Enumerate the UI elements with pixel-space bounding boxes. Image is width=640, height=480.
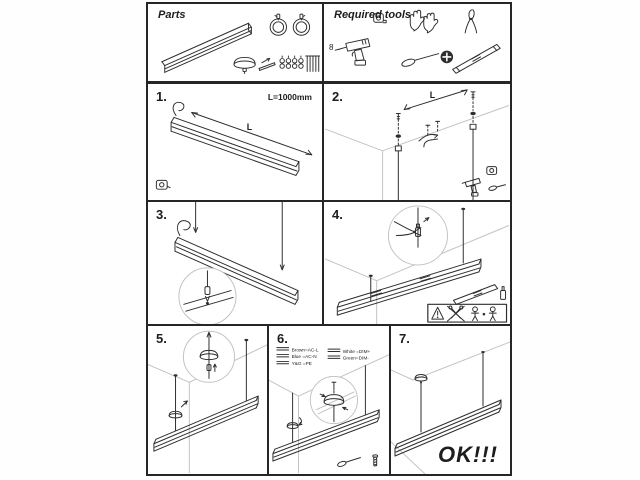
step-5-illustration — [148, 326, 267, 474]
detail-inset — [310, 376, 357, 423]
linear-bar-drawing — [162, 23, 252, 72]
wiring-legend — [277, 347, 371, 367]
ok-label: OK!!! — [438, 442, 498, 467]
power-drill-icon — [335, 39, 370, 65]
spirit-level-icon — [453, 44, 501, 73]
panel-step-6 — [269, 326, 391, 474]
panel-step-7 — [391, 326, 510, 474]
panel-step-3 — [148, 202, 324, 326]
left-suspension-assembly — [395, 113, 401, 200]
suspension-wires — [194, 202, 285, 270]
vial-icon — [501, 287, 506, 300]
detail-inset — [183, 331, 234, 382]
do-not-cut-icon — [448, 306, 465, 321]
screw-icon — [373, 455, 378, 466]
legend-white: White =DIM+ — [342, 349, 371, 355]
dim-label-L: L — [429, 89, 436, 100]
step-3-number: 3. — [156, 207, 167, 222]
ceiling-canopy-icon — [234, 57, 255, 73]
length-dimension — [192, 113, 312, 155]
work-gloves-icon — [410, 10, 438, 33]
ceiling-lines — [326, 106, 509, 200]
screwdriver-icon — [401, 54, 439, 68]
step-5-number: 5. — [156, 331, 167, 346]
tape-measure-icon — [487, 167, 497, 175]
dim-label-L: L — [246, 122, 253, 133]
two-person-icon — [472, 307, 497, 321]
length-dimension — [404, 90, 467, 110]
step-4-number: 4. — [332, 207, 343, 222]
step-1-number: 1. — [156, 89, 167, 104]
detail-inset — [179, 268, 236, 324]
linear-bar-drawing — [171, 117, 299, 175]
sliding-canopy — [287, 418, 302, 429]
legend-brown: Brown=AC-L — [291, 348, 319, 354]
suspension-rod-icon — [259, 58, 275, 70]
screwdriver-icon — [337, 458, 361, 468]
pliers-icon — [465, 10, 477, 33]
linear-bar-drawing — [154, 396, 258, 451]
tape-measure-icon — [156, 180, 170, 189]
panel-step-5 — [148, 326, 269, 474]
right-suspension-assembly — [470, 92, 476, 200]
warning-strip — [428, 304, 507, 322]
step-4-illustration — [324, 202, 510, 324]
instruction-sheet — [146, 2, 512, 476]
panel-step-2 — [324, 84, 510, 202]
step-7-number: 7. — [399, 331, 410, 346]
spirit-level-icon — [453, 285, 497, 305]
power-cord — [173, 102, 184, 115]
step-2-illustration — [324, 84, 510, 200]
power-drill-icon — [462, 178, 480, 196]
step-6-number: 6. — [277, 331, 288, 346]
legend-blue: Blue =AC-N — [291, 355, 317, 361]
steel-cable-coil-icon — [270, 14, 286, 35]
phillips-bit-icon — [441, 51, 454, 64]
panel-required-tools — [324, 4, 510, 84]
panel-parts — [148, 4, 324, 84]
warning-triangle-icon — [432, 307, 444, 319]
screws-icon — [306, 56, 320, 71]
step-2-number: 2. — [332, 89, 343, 104]
drill-count-label: 8 — [329, 43, 334, 52]
detail-inset — [388, 206, 447, 265]
panel-step-1 — [148, 84, 324, 202]
legend-yg: Y&G =PE — [291, 362, 312, 368]
step-6-illustration — [269, 326, 389, 474]
anchor-plugs-icon — [280, 56, 303, 68]
tools-title: Required tools — [334, 9, 412, 21]
power-cord — [178, 221, 191, 236]
screwdriver-icon — [488, 185, 505, 191]
step-3-illustration — [148, 202, 322, 324]
steel-cable-coil-icon — [293, 14, 309, 35]
step-1-length-note: L=1000mm — [267, 92, 312, 102]
parts-title: Parts — [158, 9, 186, 21]
sliding-canopy — [169, 401, 187, 421]
panel-step-4 — [324, 202, 510, 326]
legend-green: Green=DIM- — [342, 356, 369, 362]
